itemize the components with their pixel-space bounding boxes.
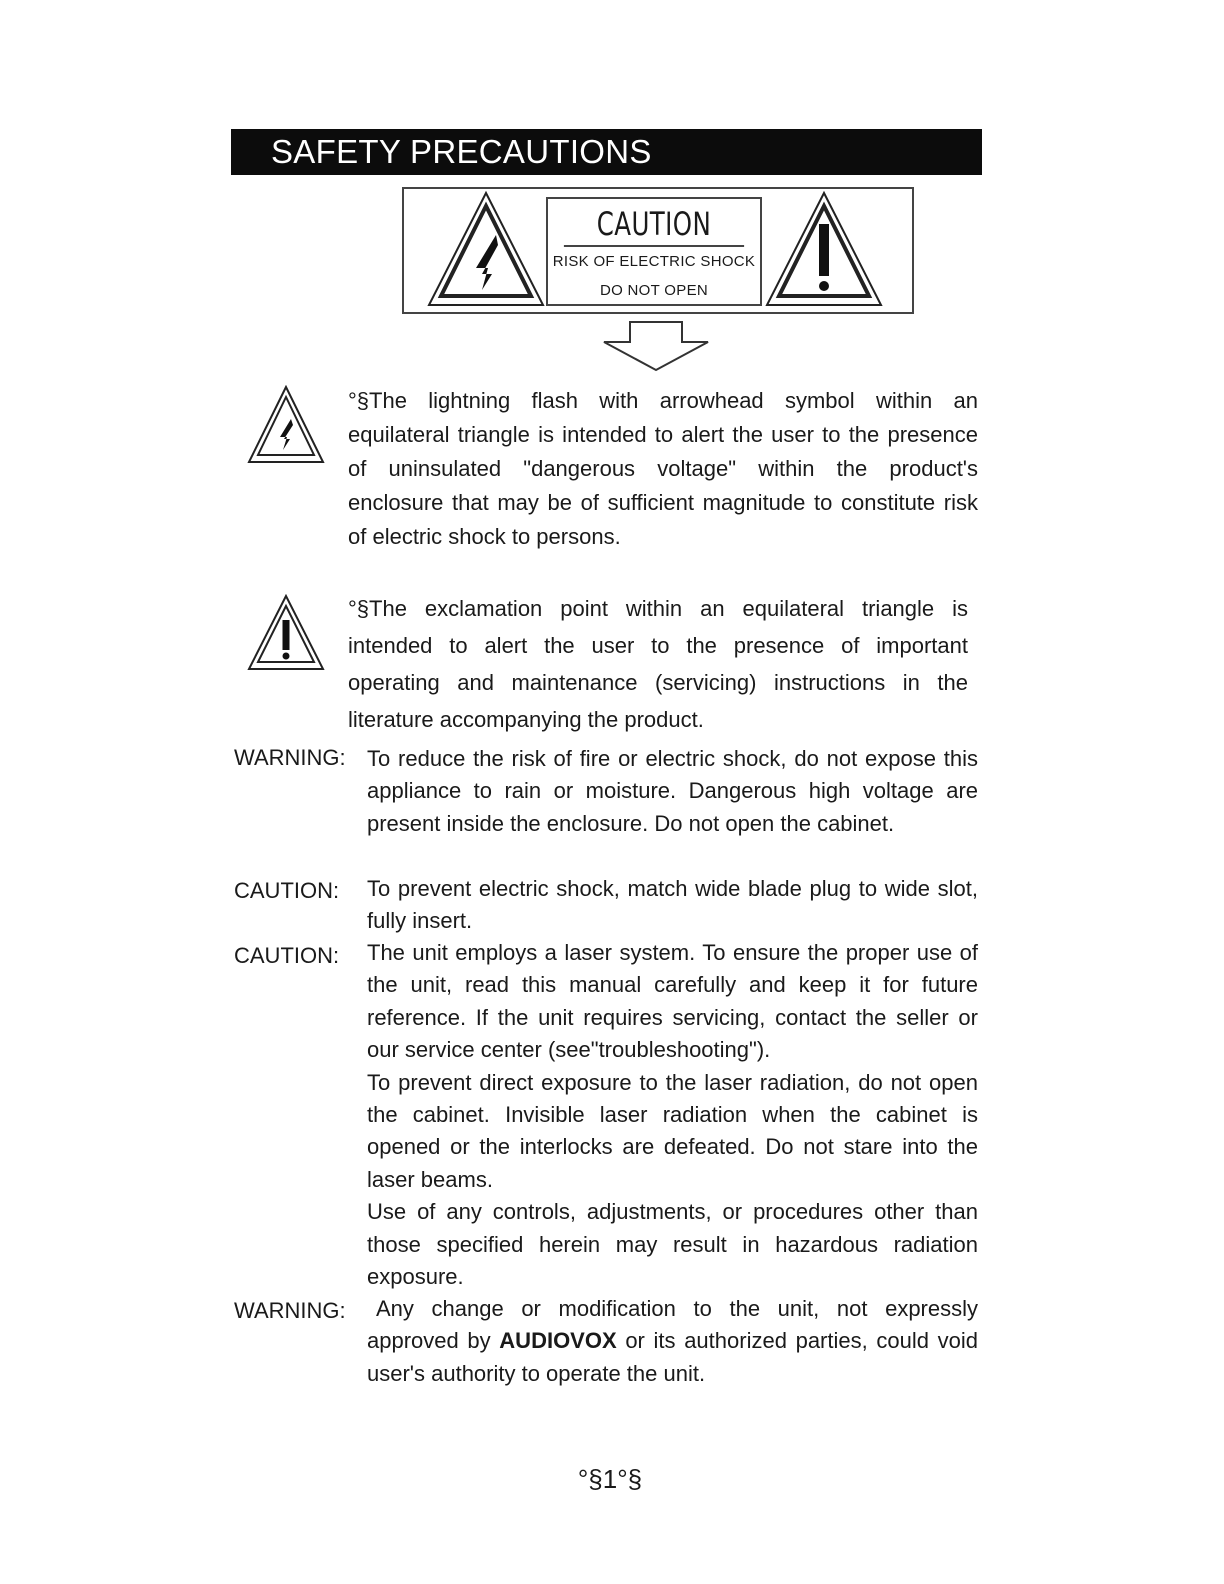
- caution-notice-text: To prevent electric shock, match wide blade plug to wide slot, fully insert.: [367, 876, 978, 934]
- page-number: °§1°§: [577, 1464, 643, 1494]
- laser-paragraph: Use of any controls, adjustments, or procedures other than those specified herein may result in hazardous radiation exposure.: [367, 1199, 978, 1290]
- modification-text-after: or its authorized parties, could void user's authority to operate the unit.: [367, 1328, 978, 1386]
- caution-label: [546, 197, 762, 306]
- lightning-symbol-description: °§The lightning flash with arrowhead symbol within an equilateral triangle is intended to alert the user to the presence of uninsulated "dangerous voltage" within the product's enclosure that may be of sufficient magnitude to constitute risk of electric shock to persons.: [348, 388, 978, 549]
- caution-line-2: DO NOT OPEN: [599, 282, 709, 299]
- exclamation-triangle-icon: [246, 594, 326, 672]
- brand-name: AUDIOVOX: [499, 1328, 617, 1354]
- lightning-triangle-icon: [426, 190, 546, 308]
- caution-laser-text: [367, 937, 978, 1293]
- caution-heading: CAUTION: [564, 199, 744, 247]
- caution-notice-label: CAUTION:: [234, 878, 340, 903]
- modification-warning-text: [367, 1293, 978, 1390]
- caution-line-1: RISK OF ELECTRIC SHOCK: [552, 253, 756, 270]
- warning-text: To reduce the risk of fire or electric shock, do not expose this appliance to rain or moisture. Dangerous high voltage are present inside the enclosure. Do not open the cabinet.: [367, 746, 978, 836]
- arrow-down-icon: [600, 320, 712, 374]
- laser-paragraph: To prevent direct exposure to the laser radiation, do not open the cabinet. Invisible laser radiation when the cabinet is opened or the interlocks are defeated. Do not stare into the laser beams.: [367, 1069, 978, 1192]
- modification-text-before: Any change or modification to the unit, not expressly approved by: [367, 1296, 978, 1354]
- exclamation-triangle-icon: [764, 190, 884, 308]
- section-title: SAFETY PRECAUTIONS: [231, 129, 982, 175]
- caution-laser-label: CAUTION:: [234, 943, 340, 968]
- warning-label: WARNING:: [234, 745, 346, 770]
- lightning-triangle-icon: [246, 385, 326, 465]
- modification-warning-label: WARNING:: [234, 1298, 346, 1323]
- laser-paragraph: The unit employs a laser system. To ensure the proper use of the unit, read this manual carefully and keep it for future reference. If the unit requires servicing, contact the seller or our service center (see"troubleshooting").: [367, 940, 978, 1063]
- exclamation-symbol-description: °§The exclamation point within an equilateral triangle is intended to alert the user to the presence of important operating and maintenance (servicing) instructions in the literature accompanying the product.: [348, 596, 968, 732]
